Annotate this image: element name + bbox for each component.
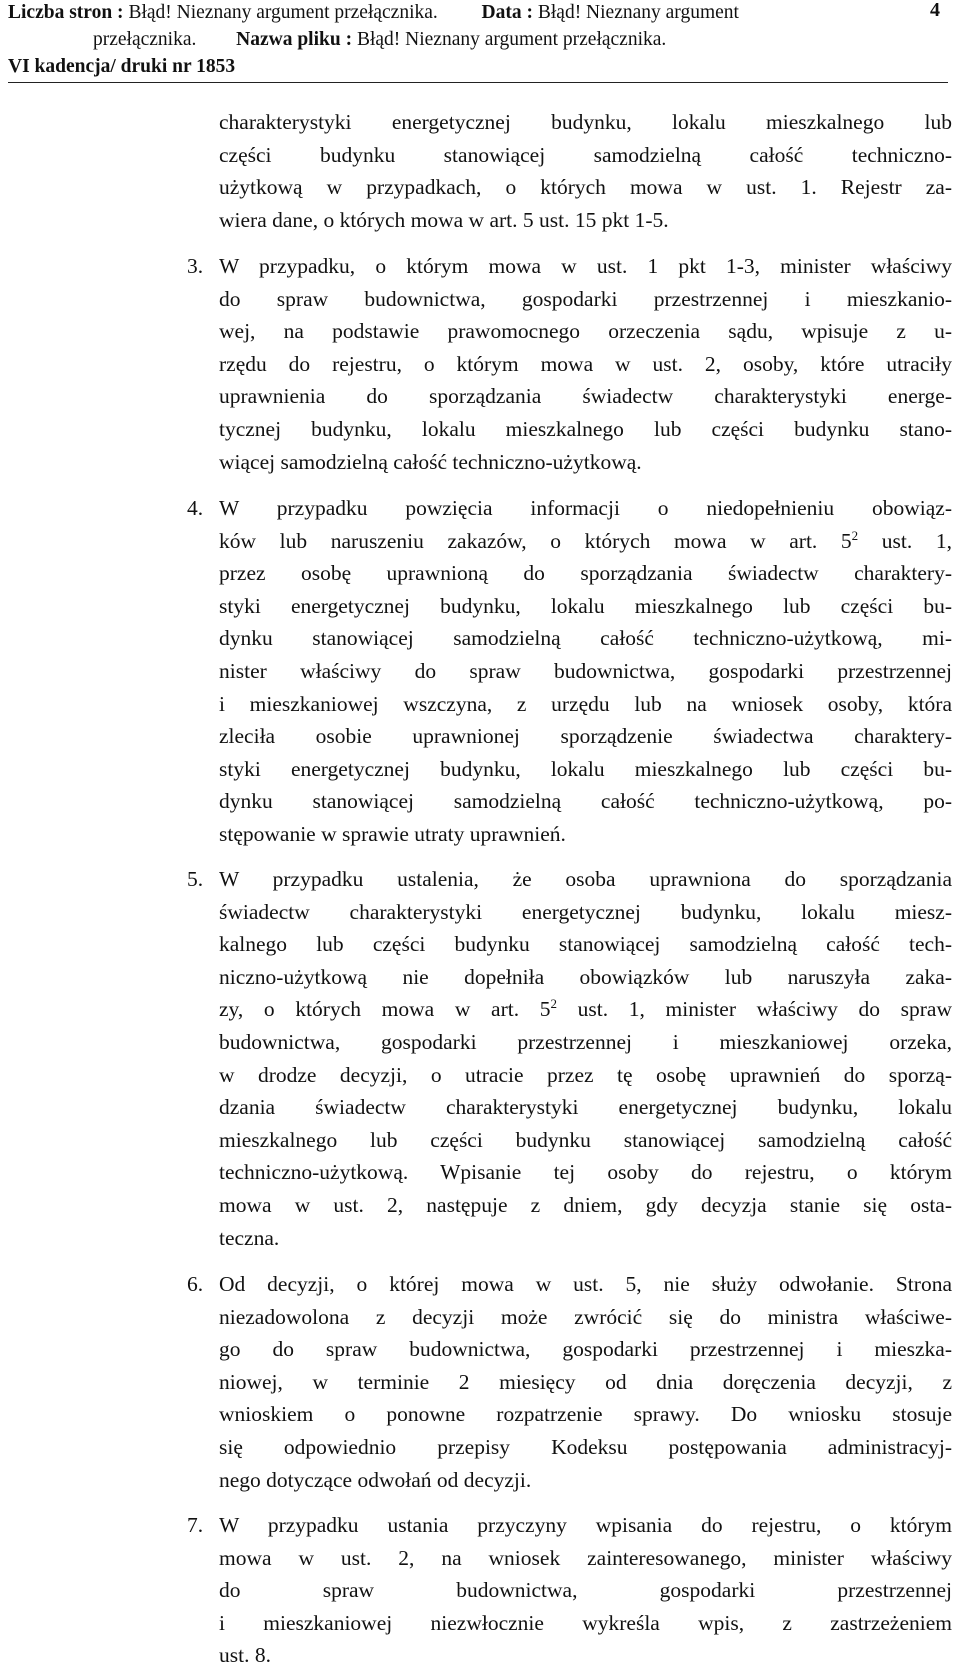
file-name-value: Błąd! Nieznany argument przełącznika. xyxy=(352,29,667,50)
text-line: i mieszkaniowej niezwłocznie wykreśla wpis, z zastrzeżeniem xyxy=(219,1610,952,1635)
text-line: użytkową w przypadkach, o których mowa w ust. 1. Rejestr za- xyxy=(219,175,952,200)
text-line: części budynku stanowiącej samodzielną całość techniczno- xyxy=(219,142,952,167)
item-5-paragraph xyxy=(219,863,952,1254)
text-line: tycznej budynku, lokalu mieszkalnego lub części budynku stano- xyxy=(219,416,952,441)
text-line: dzania świadectw charakterystyki energetycznej budynku, lokalu xyxy=(219,1095,952,1120)
pages-count-value: Błąd! Nieznany argument przełącznika. xyxy=(123,2,438,23)
print-number: VI kadencja/ druki nr 1853 xyxy=(8,56,236,77)
text-line xyxy=(219,993,952,1026)
text-line: rzędu do rejestru, o którym mowa w ust. 2, osoby, które utraciły xyxy=(219,351,952,376)
text-line: W przypadku, o którym mowa w ust. 1 pkt 1-3, minister właściwy xyxy=(219,254,952,278)
text-fragment: ków lub naruszeniu zakazów, o których mowa w art. 5 xyxy=(219,528,852,553)
header-line-1 xyxy=(8,0,739,26)
text-fragment: ust. 1, minister właściwy do spraw xyxy=(556,997,952,1022)
text-line: dynku stanowiącej samodzielną całość techniczno-użytkową, mi- xyxy=(219,626,952,651)
text-fragment: zy, o których mowa w art. 5 xyxy=(219,997,551,1022)
intro-paragraph xyxy=(219,106,952,236)
text-line: W przypadku ustalenia, że osoba uprawniona do sporządzania xyxy=(219,867,952,891)
text-line: uprawnienia do sporządzania świadectw charakterystyki energe- xyxy=(219,384,952,409)
page-number: 4 xyxy=(930,0,940,21)
date-label: Data : xyxy=(481,2,533,23)
item-number: 6. xyxy=(187,1272,204,1296)
text-line: ust. 8. xyxy=(219,1643,271,1668)
text-line: niczno-użytkową nie dopełniła obowiązków lub naruszyła zaka- xyxy=(219,964,952,989)
text-line: budownictwa, gospodarki przestrzennej i mieszkaniowej orzeka, xyxy=(219,1029,952,1054)
item-7-paragraph xyxy=(219,1509,952,1672)
text-line: wnioskiem o ponowne rozpatrzenie sprawy. Do wniosku stosuje xyxy=(219,1402,952,1427)
date-value: Błąd! Nieznany argument xyxy=(532,2,739,23)
item-number: 7. xyxy=(187,1513,204,1537)
text-line: teczna. xyxy=(219,1225,280,1250)
text-line: kalnego lub części budynku stanowiącej samodzielną całość tech- xyxy=(219,932,952,957)
text-line: dynku stanowiącej samodzielną całość techniczno-użytkową, po- xyxy=(219,789,952,814)
text-line: w drodze decyzji, o utracie przez tę osobę uprawnień do sporzą- xyxy=(219,1062,952,1087)
text-fragment: do spraw budownictwa, gospodarki przestrzennej xyxy=(219,1578,952,1603)
item-number: 5. xyxy=(187,867,204,891)
page-header xyxy=(8,0,948,83)
superscript: 2 xyxy=(550,996,557,1012)
text-line: techniczno-użytkową. Wpisanie tej osoby do rejestru, o którym xyxy=(219,1160,952,1185)
text-line: go do spraw budownictwa, gospodarki przestrzennej i mieszka- xyxy=(219,1337,952,1362)
text-line: wiera dane, o których mowa w art. 5 ust. 15 pkt 1-5. xyxy=(219,207,669,232)
item-number: 4. xyxy=(187,496,204,520)
text-line: W przypadku powzięcia informacji o niedopełnieniu obowiąz- xyxy=(219,496,952,520)
text-line: niowej, w terminie 2 miesięcy od dnia doręczenia decyzji, z xyxy=(219,1369,952,1394)
text-fragment: ust. 1, xyxy=(858,528,952,553)
text-line: charakterystyki energetycznej budynku, lokalu mieszkalnego lub xyxy=(219,110,952,134)
text-line: stępowanie w sprawie utraty uprawnień. xyxy=(219,821,566,846)
text-line: mieszkalnego lub części budynku stanowiącej samodzielną całość xyxy=(219,1127,952,1152)
text-line: W przypadku ustania przyczyny wpisania do rejestru, o którym xyxy=(219,1513,952,1537)
text-line: zleciła osobie uprawnionej sporządzenie świadectwa charaktery- xyxy=(219,724,952,749)
text-line: do spraw budownictwa, gospodarki przestrzennej i mieszkanio- xyxy=(219,286,952,311)
text-line: styki energetycznej budynku, lokalu mieszkalnego lub części bu- xyxy=(219,593,952,618)
text-line: przez osobę uprawnioną do sporządzania świadectw charaktery- xyxy=(219,561,952,586)
text-line: wej, na podstawie prawomocnego orzeczenia sądu, wpisuje z u- xyxy=(219,319,952,344)
text-line: styki energetycznej budynku, lokalu mieszkalnego lub części bu- xyxy=(219,756,952,781)
item-3-paragraph xyxy=(219,250,952,478)
text-line xyxy=(219,1574,952,1607)
file-name-label: Nazwa pliku : xyxy=(236,29,353,50)
item-number: 3. xyxy=(187,254,204,278)
text-line xyxy=(219,525,952,558)
text-line: się odpowiednio przepisy Kodeksu postępowania administracyj- xyxy=(219,1434,952,1459)
text-line: niezadowolona z decyzji może zwrócić się do ministra właściwe- xyxy=(219,1304,952,1329)
text-line: wiącej samodzielną całość techniczno-użytkową. xyxy=(219,449,642,474)
item-4-paragraph xyxy=(219,492,952,851)
pages-count-label: Liczba stron : xyxy=(8,2,124,23)
header-line-2 xyxy=(93,26,666,53)
date-value-continued: przełącznika. xyxy=(93,29,197,50)
superscript: 2 xyxy=(851,527,859,543)
text-line: świadectw charakterystyki energetycznej budynku, lokalu miesz- xyxy=(219,899,952,924)
text-line: mowa w ust. 2, na wniosek zainteresowanego, minister właściwy xyxy=(219,1545,952,1570)
text-line: i mieszkaniowej wszczyna, z urzędu lub na wniosek osoby, która xyxy=(219,691,952,716)
text-line: nego dotyczące odwołań od decyzji. xyxy=(219,1467,532,1492)
text-line: nister właściwy do spraw budownictwa, gospodarki przestrzennej xyxy=(219,658,952,683)
text-line: Od decyzji, o której mowa w ust. 5, nie służy odwołanie. Strona xyxy=(219,1272,952,1296)
text-line: mowa w ust. 2, następuje z dniem, gdy decyzja stanie się osta- xyxy=(219,1192,952,1217)
item-6-paragraph xyxy=(219,1268,952,1496)
